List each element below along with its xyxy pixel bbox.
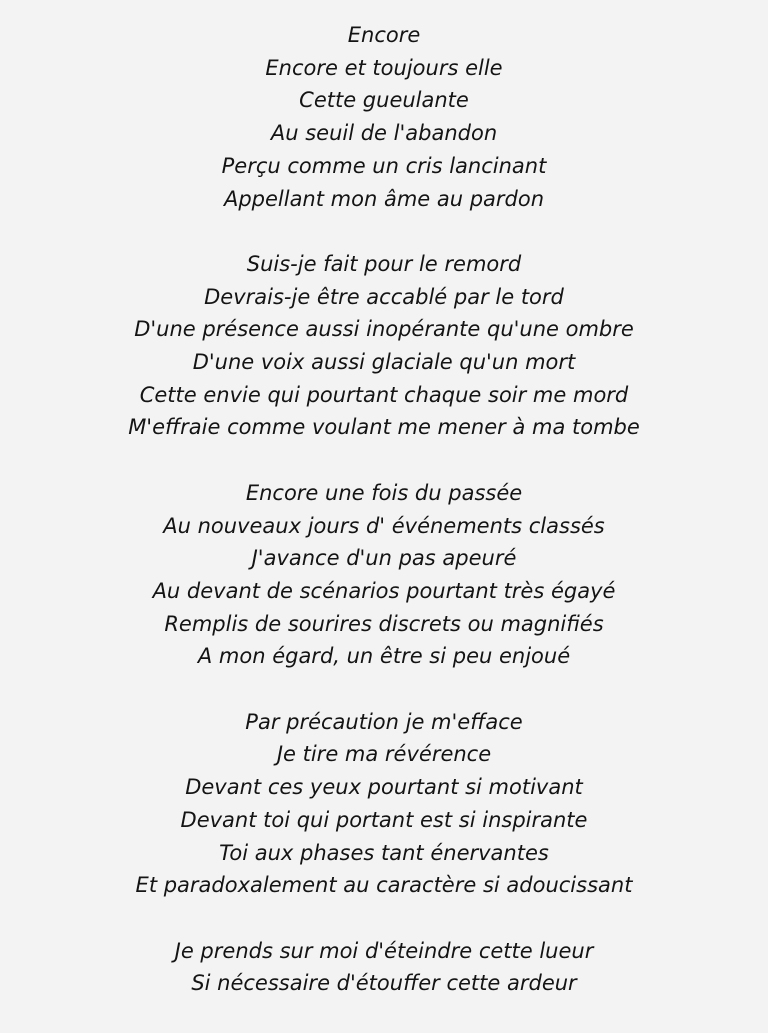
poem-line: Au nouveaux jours d' événements classés (163, 513, 605, 538)
poem-line: Devrais-je être accablé par le tord (204, 284, 564, 309)
poem-line: Suis-je fait pour le remord (246, 251, 522, 276)
poem-line: Perçu comme un cris lancinant (221, 153, 547, 178)
poem-line: Devant toi qui portant est si inspirante (180, 807, 588, 832)
poem-line: A mon égard, un être si peu enjoué (197, 644, 571, 669)
poem-line: Au devant de scénarios pourtant très égayé (152, 578, 616, 603)
poem-line: Je prends sur moi d'éteindre cette lueur (174, 938, 594, 963)
stanza-4 (0, 706, 768, 902)
poem-line: Encore une fois du passée (245, 480, 523, 505)
stanza-3 (0, 477, 768, 673)
poem-line: Et paradoxalement au caractère si adoucissant (135, 873, 633, 898)
stanza-1 (0, 19, 768, 215)
poem-line: Cette gueulante (299, 88, 469, 113)
poem-line: M'effraie comme voulant me mener à ma tombe (128, 415, 640, 440)
stanza-5 (0, 935, 768, 1000)
poem-line: Devant ces yeux pourtant si motivant (185, 775, 583, 800)
poem-line: Cette envie qui pourtant chaque soir me mord (139, 382, 629, 407)
poem-line: D'une présence aussi inopérante qu'une ombre (134, 317, 634, 342)
poem-line: Appellant mon âme au pardon (223, 186, 545, 211)
poem-line: Remplis de sourires discrets ou magnifiés (164, 611, 604, 636)
poem-line: D'une voix aussi glaciale qu'un mort (192, 350, 576, 375)
stanza-2 (0, 248, 768, 444)
poem-line: Toi aux phases tant énervantes (219, 840, 549, 865)
poem-line: J'avance d'un pas apeuré (251, 546, 517, 571)
poem-line: Par précaution je m'efface (245, 709, 523, 734)
poem-line: Encore et toujours elle (265, 55, 503, 80)
poem-body (0, 19, 768, 1033)
poem-line: Je tire ma révérence (276, 742, 492, 767)
poem-line: Si nécessaire d'étouffer cette ardeur (191, 971, 577, 996)
poem-line: Encore (347, 23, 421, 47)
poem-line: Au seuil de l'abandon (270, 121, 498, 146)
